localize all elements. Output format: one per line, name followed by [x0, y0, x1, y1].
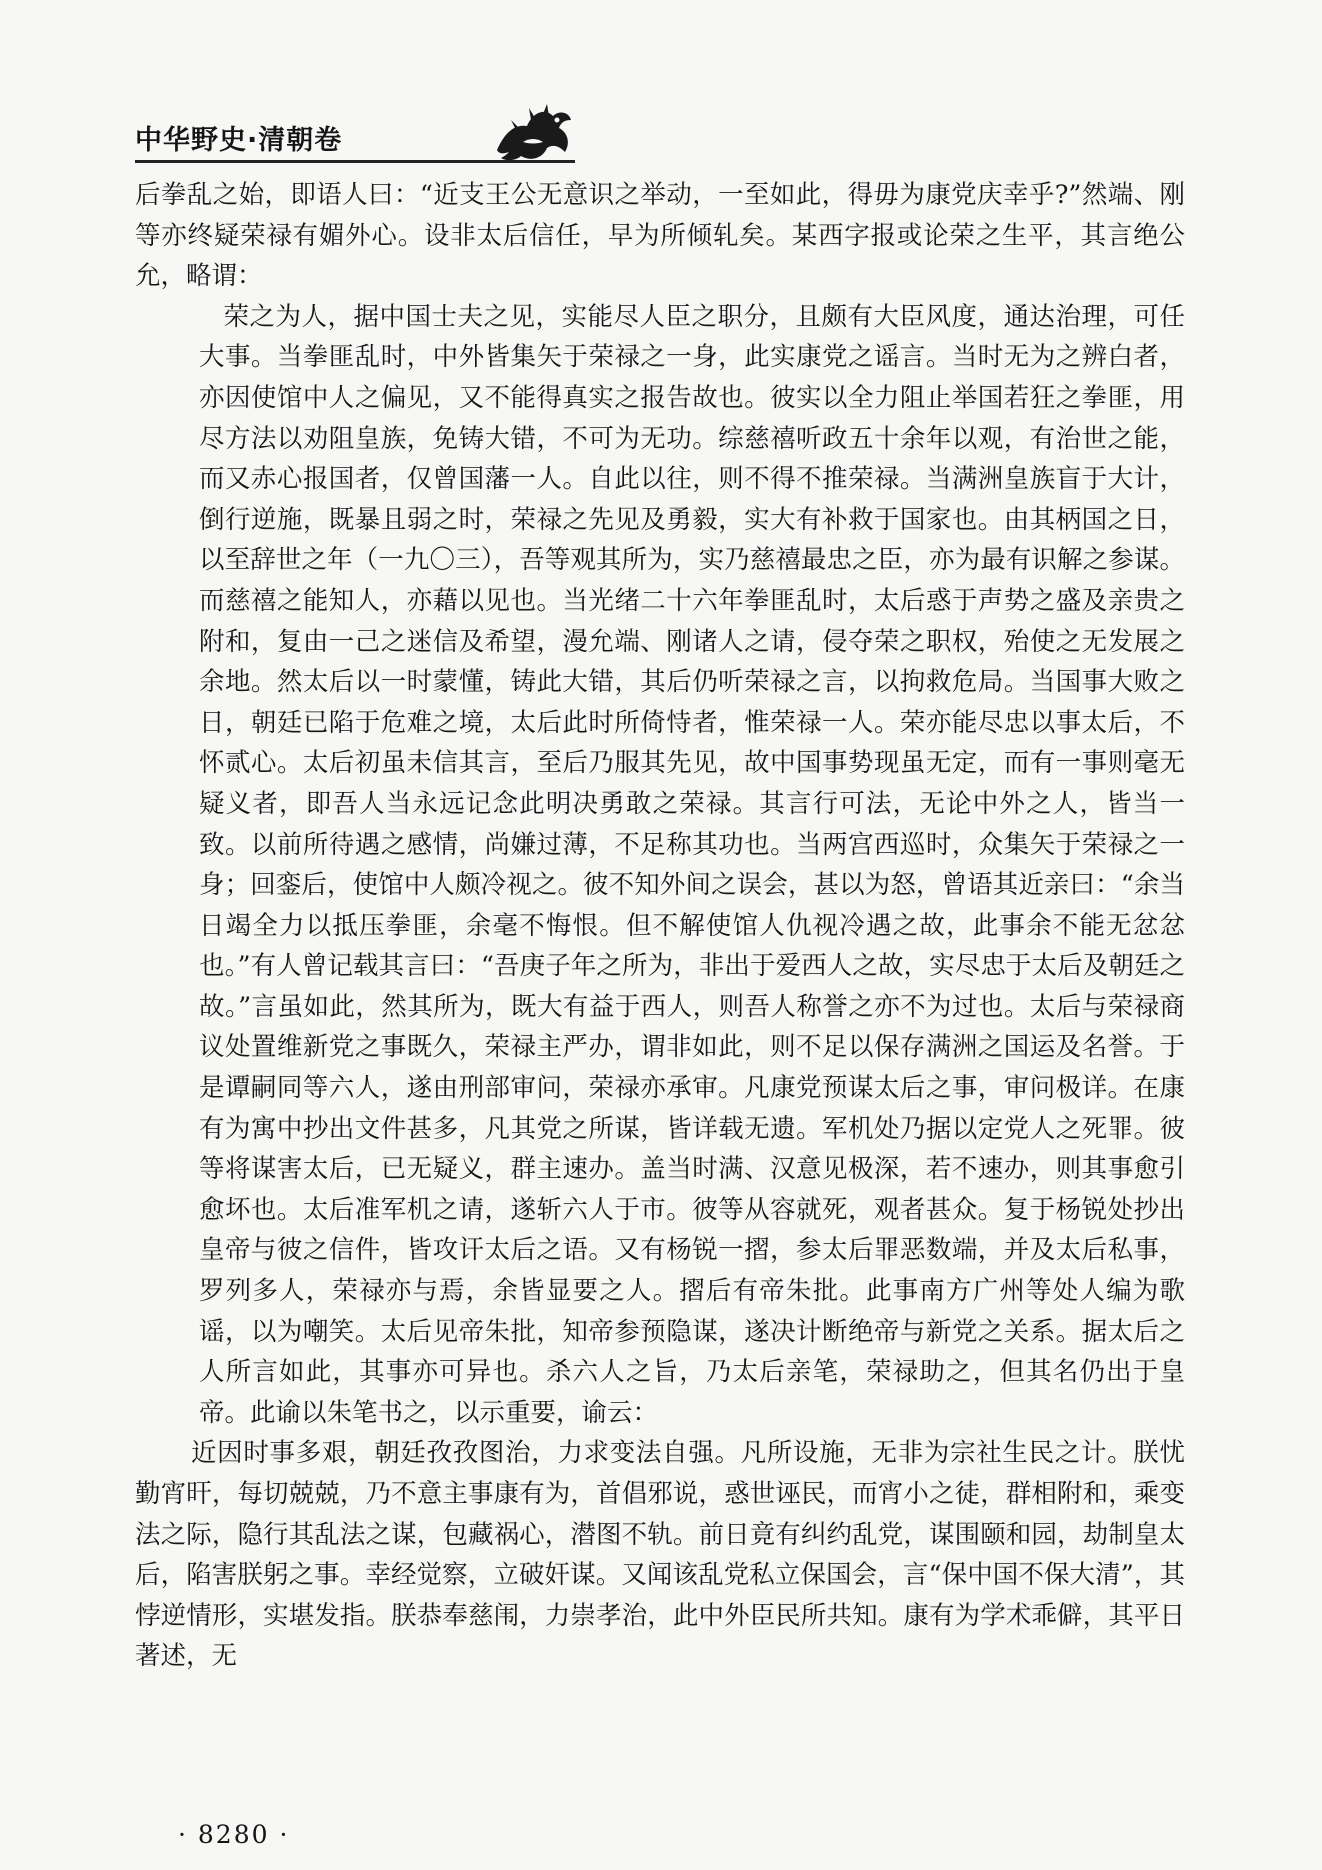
dragon-emblem-icon [487, 102, 577, 164]
header-rule [135, 160, 575, 163]
book-title: 中华野史·清朝卷 [135, 125, 343, 156]
paragraph-edict: 近因时事多艰，朝廷孜孜图治，力求变法自强。凡所设施，无非为宗社生民之计。朕忧勤宵旰，每切兢兢，乃不意主事康有为，首倡邪说，惑世诬民，而宵小之徒，群相附和，乘变法之际，隐行其乱法之谋，包藏祸心，潜图不轨。前日竟有纠约乱党，谋围颐和园，劫制皇太后，陷害朕躬之事。幸经觉察，立破奸谋。又闻该乱党私立保国会，言“保中国不保大清”，其悖逆情形，实堪发指。朕恭奉慈闱，力崇孝治，此中外臣民所共知。康有为学术乖僻，其平日著述，无 [135, 1438, 1185, 1672]
main-text [135, 175, 1185, 1677]
paragraph-quoted-newspaper [135, 297, 1185, 1434]
running-header [135, 112, 1175, 162]
quote-text: 荣之为人，据中国士夫之见，实能尽人臣之职分，且颇有大臣风度，通达治理，可任大事。当拳匪乱时，中外皆集矢于荣禄之一身，此实康党之谣言。当时无为之辨白者，亦因使馆中人之偏见，又不能得真实之报告故也。彼实以全力阻止举国若狂之拳匪，用尽方法以劝阻皇族，免铸大错，不可为无功。综慈禧听政五十余年以观，有治世之能，而又赤心报国者，仅曾国藩一人。自此以往，则不得不推荣禄。当满洲皇族盲于大计，倒行逆施，既暴且弱之时，荣禄之先见及勇毅，实大有补救于国家也。由其柄国之日，以至辞世之年（一九〇三），吾等观其所为，实乃慈禧最忠之臣，亦为最有识解之参谋。而慈禧之能知人，亦藉以见也。当光绪二十六年拳匪乱时，太后惑于声势之盛及亲贵之附和，复由一己之迷信及希望，漫允端、刚诸人之请，侵夺荣之职权，殆使之无发展之余地。然太后以一时蒙懂，铸此大错，其后仍听荣禄之言，以拘救危局。当国事大败之日，朝廷已陷于危难之境，太后此时所倚恃者，惟荣禄一人。荣亦能尽忠以事太后，不怀贰心。太后初虽未信其言，至后乃服其先见，故中国事势现虽无定，而有一事则毫无疑义者，即吾人当永远记念此明决勇敢之荣禄。其言行可法，无论中外之人，皆当一致。以前所待遇之感情，尚嫌过薄，不足称其功也。当两宫西巡时，众集矢于荣禄之一身；回銮后，使馆中人颇冷视之。彼不知外间之误会，甚以为怒，曾语其近亲曰：“余当日竭全力以抵压拳匪，余毫不悔恨。但不解使馆人仇视冷遇之故，此事余不能无忿忿也。”有人曾记载其言曰：“吾庚子年之所为，非出于爱西人之故，实尽忠于太后及朝廷之故。”言虽如此，然其所为，既大有益于西人，则吾人称誉之亦不为过也。太后与荣禄商议处置维新党之事既久，荣禄主严办，谓非如此，则不足以保存满洲之国运及名誉。于是谭嗣同等六人，遂由刑部审问，荣禄亦承审。凡康党预谋太后之事，审问极详。在康有为寓中抄出文件甚多，凡其党之所谋，皆详载无遗。军机处乃据以定党人之死罪。彼等将谋害太后，已无疑义，群主速办。盖当时满、汉意见极深，若不速办，则其事愈引愈坏也。太后准军机之请，遂斩六人于市。彼等从容就死，观者甚众。复于杨锐处抄出皇帝与彼之信件，皆攻讦太后之语。又有杨锐一摺，参太后罪恶数端，并及太后私事，罗列多人，荣禄亦与焉，余皆显要之人。摺后有帝朱批。此事南方广州等处人编为歌谣，以为嘲笑。太后见帝朱批，知帝参预隐谋，遂决计断绝帝与新党之关系。据太后之人所言如此，其事亦可异也。杀六人之旨，乃太后亲笔，荣禄助之，但其名仍出于皇帝。此谕以朱笔书之，以示重要，谕云： [199, 301, 1185, 1428]
paragraph-continuation: 后拳乱之始，即语人曰：“近支王公无意识之举动，一至如此，得毋为康党庆幸乎?”然端、刚等亦终疑荣禄有媚外心。设非太后信任，早为所倾轧矣。某西字报或论荣之生平，其言绝公允，略谓： [135, 180, 1185, 292]
page-number: · 8280 · [178, 1820, 290, 1849]
